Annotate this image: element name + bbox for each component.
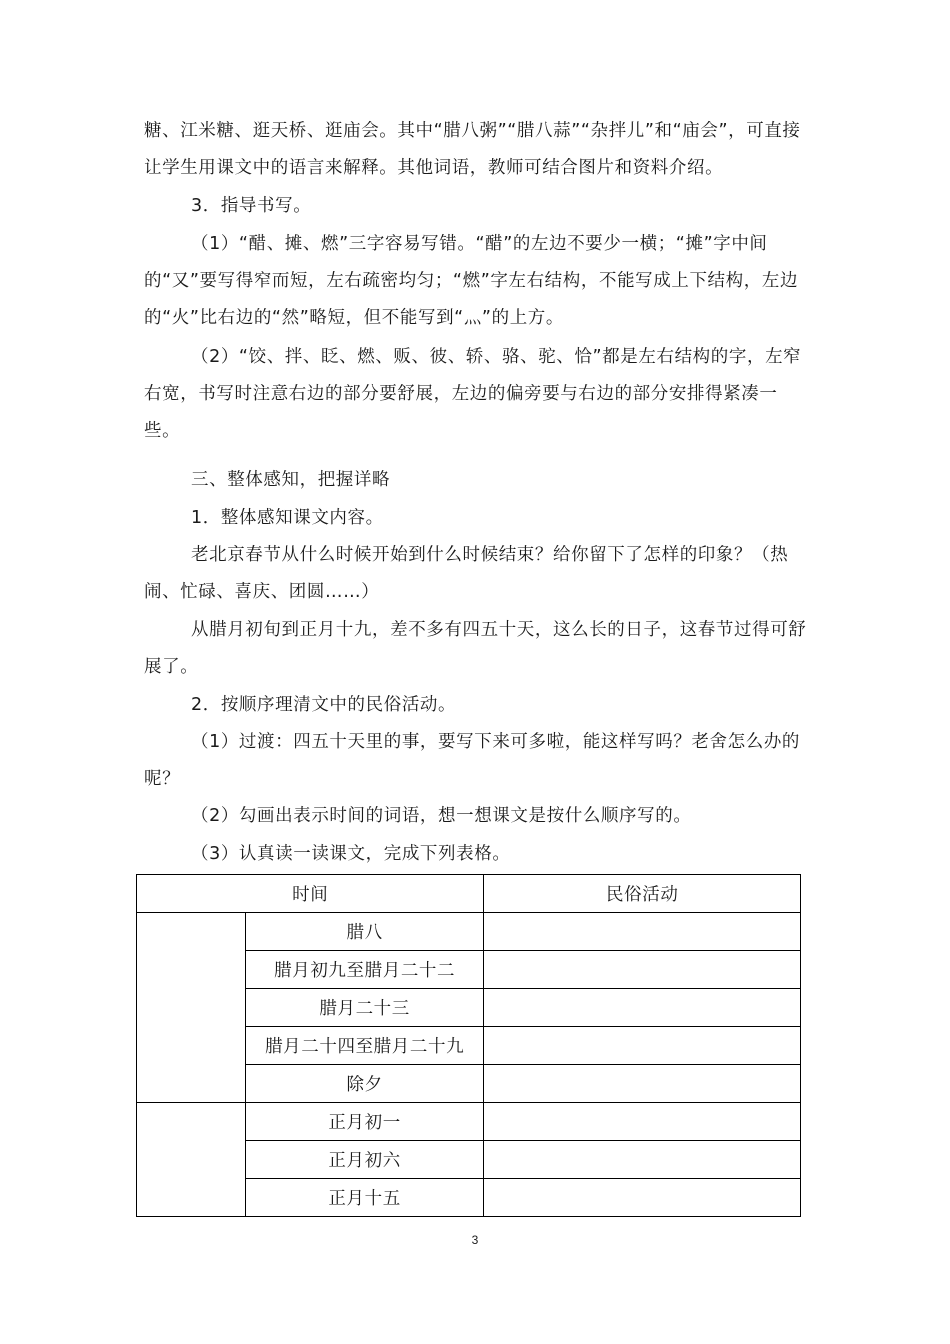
activity-cell[interactable] [484,1141,801,1179]
customs-table [136,874,801,1217]
time-cell: 腊月二十四至腊月二十九 [245,1027,484,1065]
activity-cell[interactable] [484,913,801,951]
paragraph-complete-table: （3）认真读一读课文，完成下列表格。 [191,844,511,864]
heading-order-customs: 2．按顺序理清文中的民俗活动。 [191,695,457,715]
activity-cell[interactable] [484,1103,801,1141]
time-cell: 腊月二十三 [245,989,484,1027]
time-cell: 正月十五 [245,1179,484,1217]
heading-perceive-content: 1．整体感知课文内容。 [191,508,384,528]
paragraph-intro-continuation: 糖、江米糖、逛天桥、逛庙会。其中“腊八粥”“腊八蒜”“杂拌儿”和“庙会”，可直接让学生用课文中的语言来解释。其他词语，教师可结合图片和资料介绍。 [144,121,801,178]
time-cell: 正月初六 [245,1141,484,1179]
page-number: 3 [471,1233,479,1247]
activity-cell[interactable] [484,951,801,989]
header-activity: 民俗活动 [484,875,801,913]
time-cell: 正月初一 [245,1103,484,1141]
paragraph-mark-time-words: （2）勾画出表示时间的词语，想一想课文是按什么顺序写的。 [191,806,692,826]
paragraph-writing-note-2: （2）“饺、拌、眨、燃、贩、彼、轿、骆、驼、恰”都是左右结构的字，左窄右宽，书写时注意右边的部分要舒展，左边的偏旁要与右边的部分安排得紧凑一些。 [144,347,802,441]
activity-cell[interactable] [484,989,801,1027]
table-row [137,1103,801,1141]
activity-cell[interactable] [484,1179,801,1217]
section-heading-overall-perception: 三、整体感知，把握详略 [191,470,391,490]
paragraph-answer: 从腊月初旬到正月十九，差不多有四五十天，这么长的日子，这春节过得可舒展了。 [144,620,807,677]
paragraph-writing-note-1: （1）“醋、摊、燃”三字容易写错。“醋”的左边不要少一横；“摊”字中间的“又”要写得窄而短，左右疏密均匀；“燃”字左右结构，不能写成上下结构，左边的“火”比右边的“然”略短，但不能写到“灬”的上方。 [144,234,799,328]
time-cell: 除夕 [245,1065,484,1103]
table-row [137,913,801,951]
heading-guide-writing: 3．指导书写。 [191,196,312,216]
activity-cell[interactable] [484,1065,801,1103]
time-cell: 腊月初九至腊月二十二 [245,951,484,989]
group-cell-la-month [137,913,246,1103]
paragraph-question: 老北京春节从什么时候开始到什么时候结束？给你留下了怎样的印象？（热闹、忙碌、喜庆、团圆……） [144,545,789,602]
paragraph-transition: （1）过渡：四五十天里的事，要写下来可多啦，能这样写吗？老舍怎么办的呢？ [144,732,801,789]
header-time: 时间 [137,875,484,913]
group-cell-first-month [137,1103,246,1217]
time-cell: 腊八 [245,913,484,951]
activity-cell[interactable] [484,1027,801,1065]
table-header-row [137,875,801,913]
